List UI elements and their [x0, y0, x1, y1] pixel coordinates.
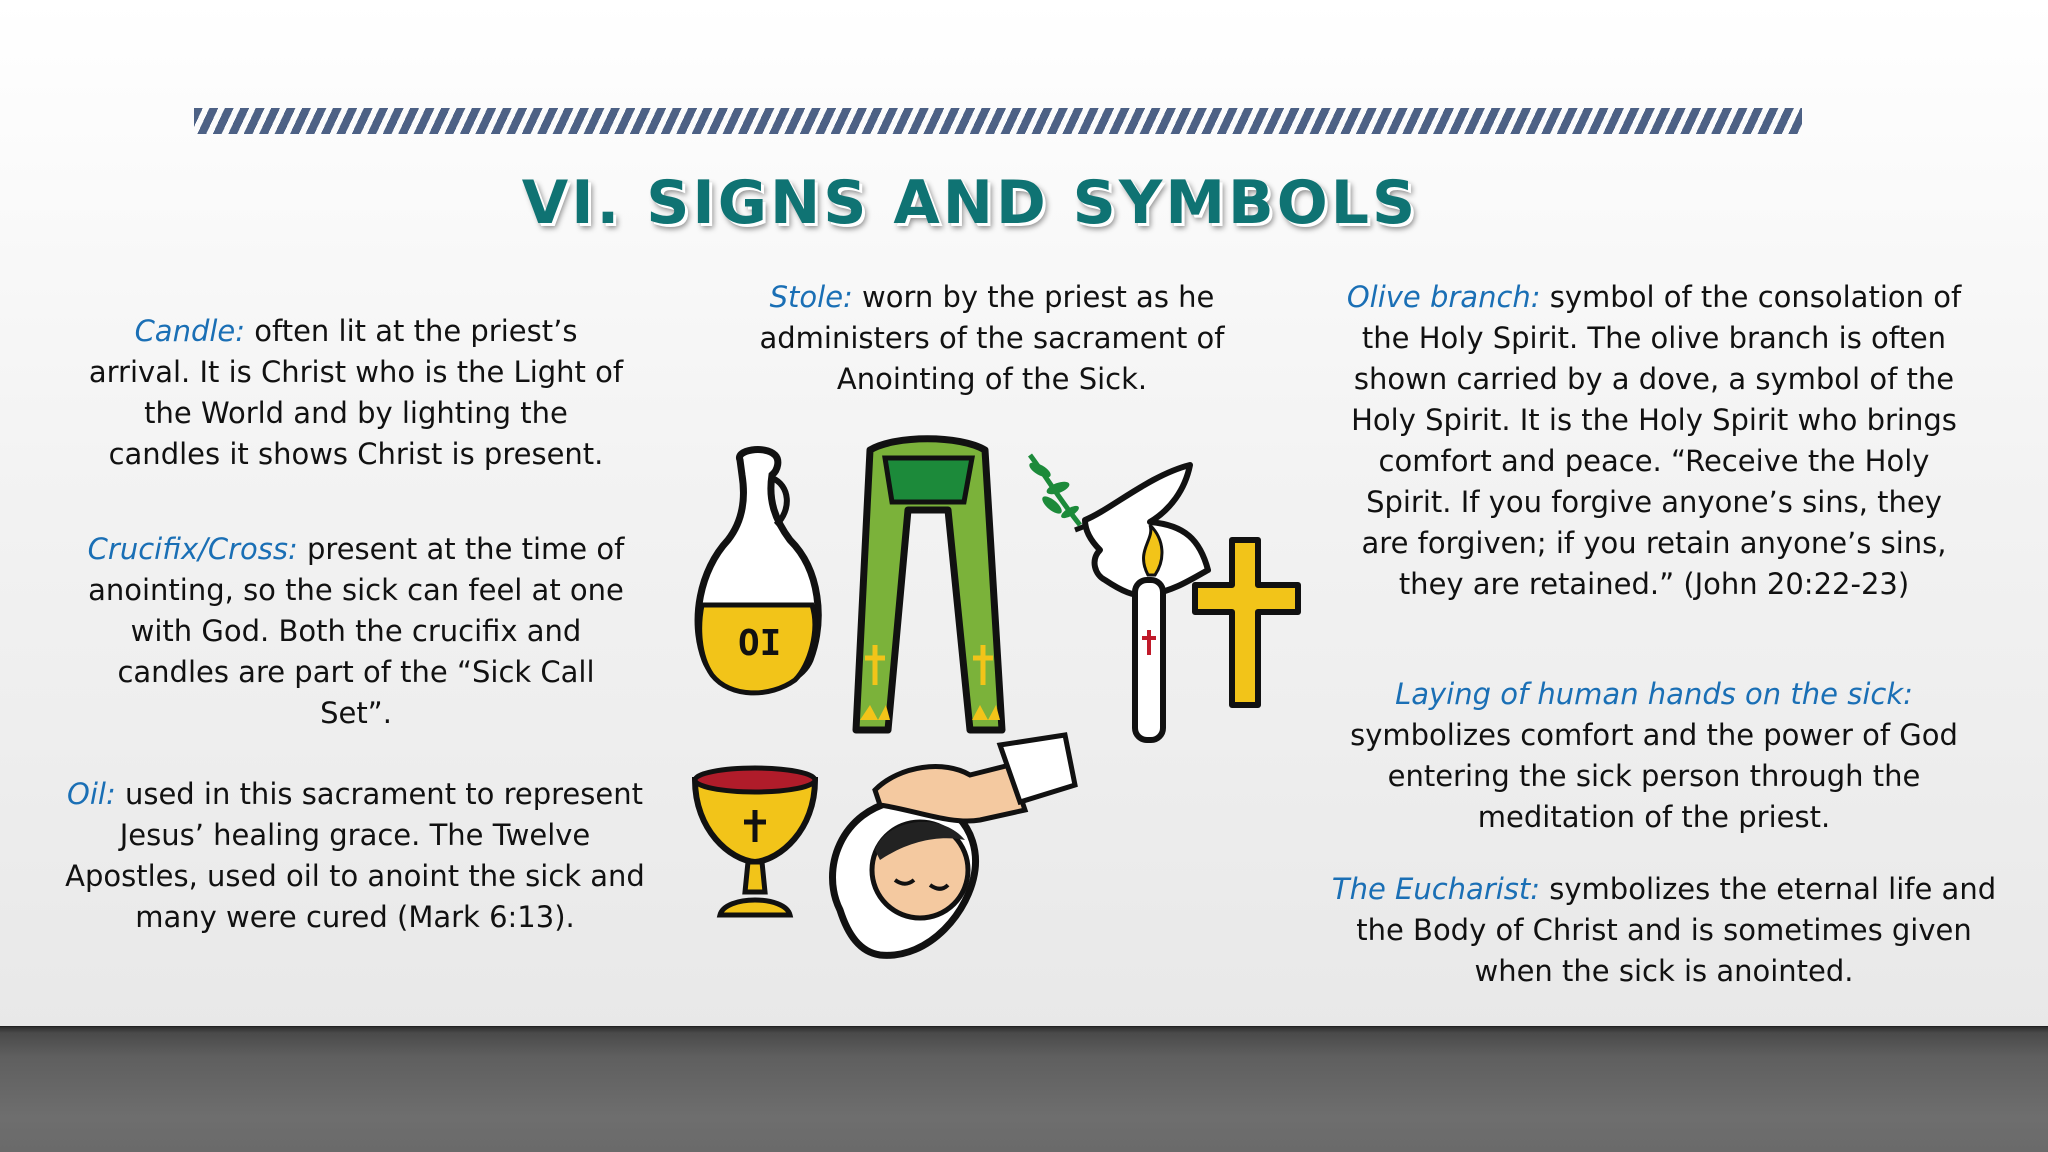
- sacrament-symbols-clipart: [680, 430, 1320, 990]
- eucharist-paragraph: [1322, 869, 2006, 992]
- decorative-stripe-bar: [194, 108, 1802, 134]
- laying-hands-paragraph: [1342, 674, 1966, 838]
- gold-cross-icon: [1195, 540, 1298, 705]
- slide-title: VI. SIGNS AND SYMBOLS: [521, 168, 1419, 238]
- laying-hands-text: symbolizes comfort and the power of God entering the sick person through the meditation of the priest.: [1350, 718, 1958, 834]
- crucifix-text: present at the time of anointing, so the sick can feel at one with God. Both the crucifix and candles are part of the “Sick Call Set”.: [88, 532, 625, 730]
- floor-background: [0, 1027, 2048, 1152]
- stole-paragraph: [742, 277, 1242, 400]
- oil-jar-icon: [698, 450, 818, 693]
- dove-with-olive-branch-icon: [1027, 455, 1208, 596]
- oil-text: used in this sacrament to represent Jesus’ healing grace. The Twelve Apostles, used oil to anoint the sick and many were cured (Mark 6:13).: [65, 777, 645, 934]
- laying-hands-term: Laying of human hands on the sick:: [1395, 677, 1913, 711]
- hand-on-sick-person-icon: [833, 735, 1076, 955]
- candle-term: Candle:: [134, 314, 246, 348]
- candle-paragraph: [84, 311, 628, 475]
- eucharist-text: symbolizes the eternal life and the Body of Christ and is sometimes given when the sick is anointed.: [1356, 872, 1997, 988]
- stole-text: worn by the priest as he administers of the sacrament of Anointing of the Sick.: [759, 280, 1225, 396]
- oil-term: Oil:: [67, 777, 116, 811]
- stole-term: Stole:: [769, 280, 853, 314]
- chalice-icon: [695, 768, 815, 915]
- green-stole-icon: [856, 439, 1002, 730]
- crucifix-paragraph: [84, 529, 628, 734]
- oil-paragraph: [62, 774, 648, 938]
- olive-branch-paragraph: [1342, 277, 1966, 605]
- oil-jar-label: OI: [738, 623, 782, 664]
- olive-branch-term: Olive branch:: [1346, 280, 1541, 314]
- eucharist-term: The Eucharist:: [1331, 872, 1541, 906]
- crucifix-term: Crucifix/Cross:: [87, 532, 298, 566]
- candle-text: often lit at the priest’s arrival. It is Christ who is the Light of the World and by lighting the candles it shows Christ is present.: [88, 314, 624, 471]
- olive-branch-text: symbol of the consolation of the Holy Spirit. The olive branch is often shown carried by a dove, a symbol of the Holy Spirit. It is the Holy Spirit who brings comfort and peace. “Receive the Holy Spirit. If you forgive anyone’s sins, they are forgiven; if you retain anyone’s sins, they are retained.” (John 20:22-23): [1351, 280, 1962, 601]
